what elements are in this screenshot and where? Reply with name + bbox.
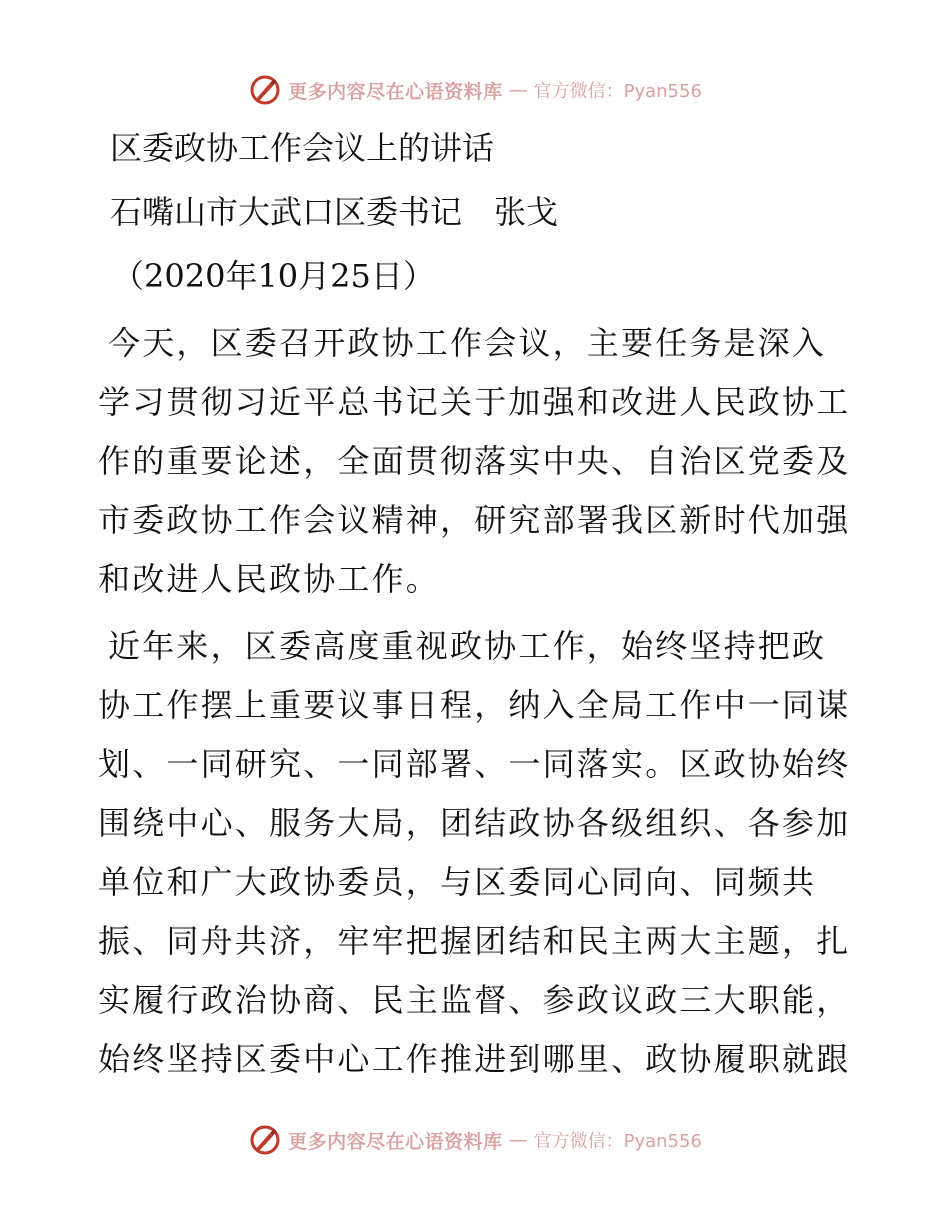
footer-watermark-banner — [0, 1120, 950, 1160]
header-watermark-banner — [0, 70, 950, 110]
banner-dash: — — [508, 79, 528, 101]
banner-text: 更多内容尽在心语资料库 — [288, 1130, 503, 1153]
banner-text: 更多内容尽在心语资料库 — [288, 80, 503, 103]
document-title: 区委政协工作会议上的讲话 — [110, 129, 495, 167]
document-body — [98, 120, 858, 1097]
document-date: （2020年10月25日） — [112, 257, 435, 295]
pen-logo-icon — [248, 73, 282, 107]
banner-dash: — — [508, 1129, 528, 1151]
paragraph: 今天，区委召开政协工作会议，主要任务是深入学习贯彻习近平总书记关于加强和改进人民政协工作的重要论述，全面贯彻落实中央、自治区党委及市委政协工作会议精神，研究部署我区新时代加强和改进人民政协工作。 — [98, 324, 851, 598]
banner-wechat: 官方微信：Pyan556 — [533, 81, 702, 102]
banner-wechat: 官方微信：Pyan556 — [533, 1131, 702, 1152]
document-author: 石嘴山市大武口区委书记 张戈 — [110, 193, 559, 231]
pen-logo-icon — [248, 1123, 282, 1157]
paragraph: 近年来，区委高度重视政协工作，始终坚持把政协工作摆上重要议事日程，纳入全局工作中一同谋划、一同研究、一同部署、一同落实。区政协始终围绕中心、服务大局，团结政协各级组织、各参加单位和广大政协委员，与区委同心同向、同频共振、同舟共济，牢牢把握团结和民主两大主题，扎实履行政治协商、民主监督、参政议政三大职能，始终坚持区委中心工作推进到哪里、政协履职就跟 — [98, 627, 851, 1078]
